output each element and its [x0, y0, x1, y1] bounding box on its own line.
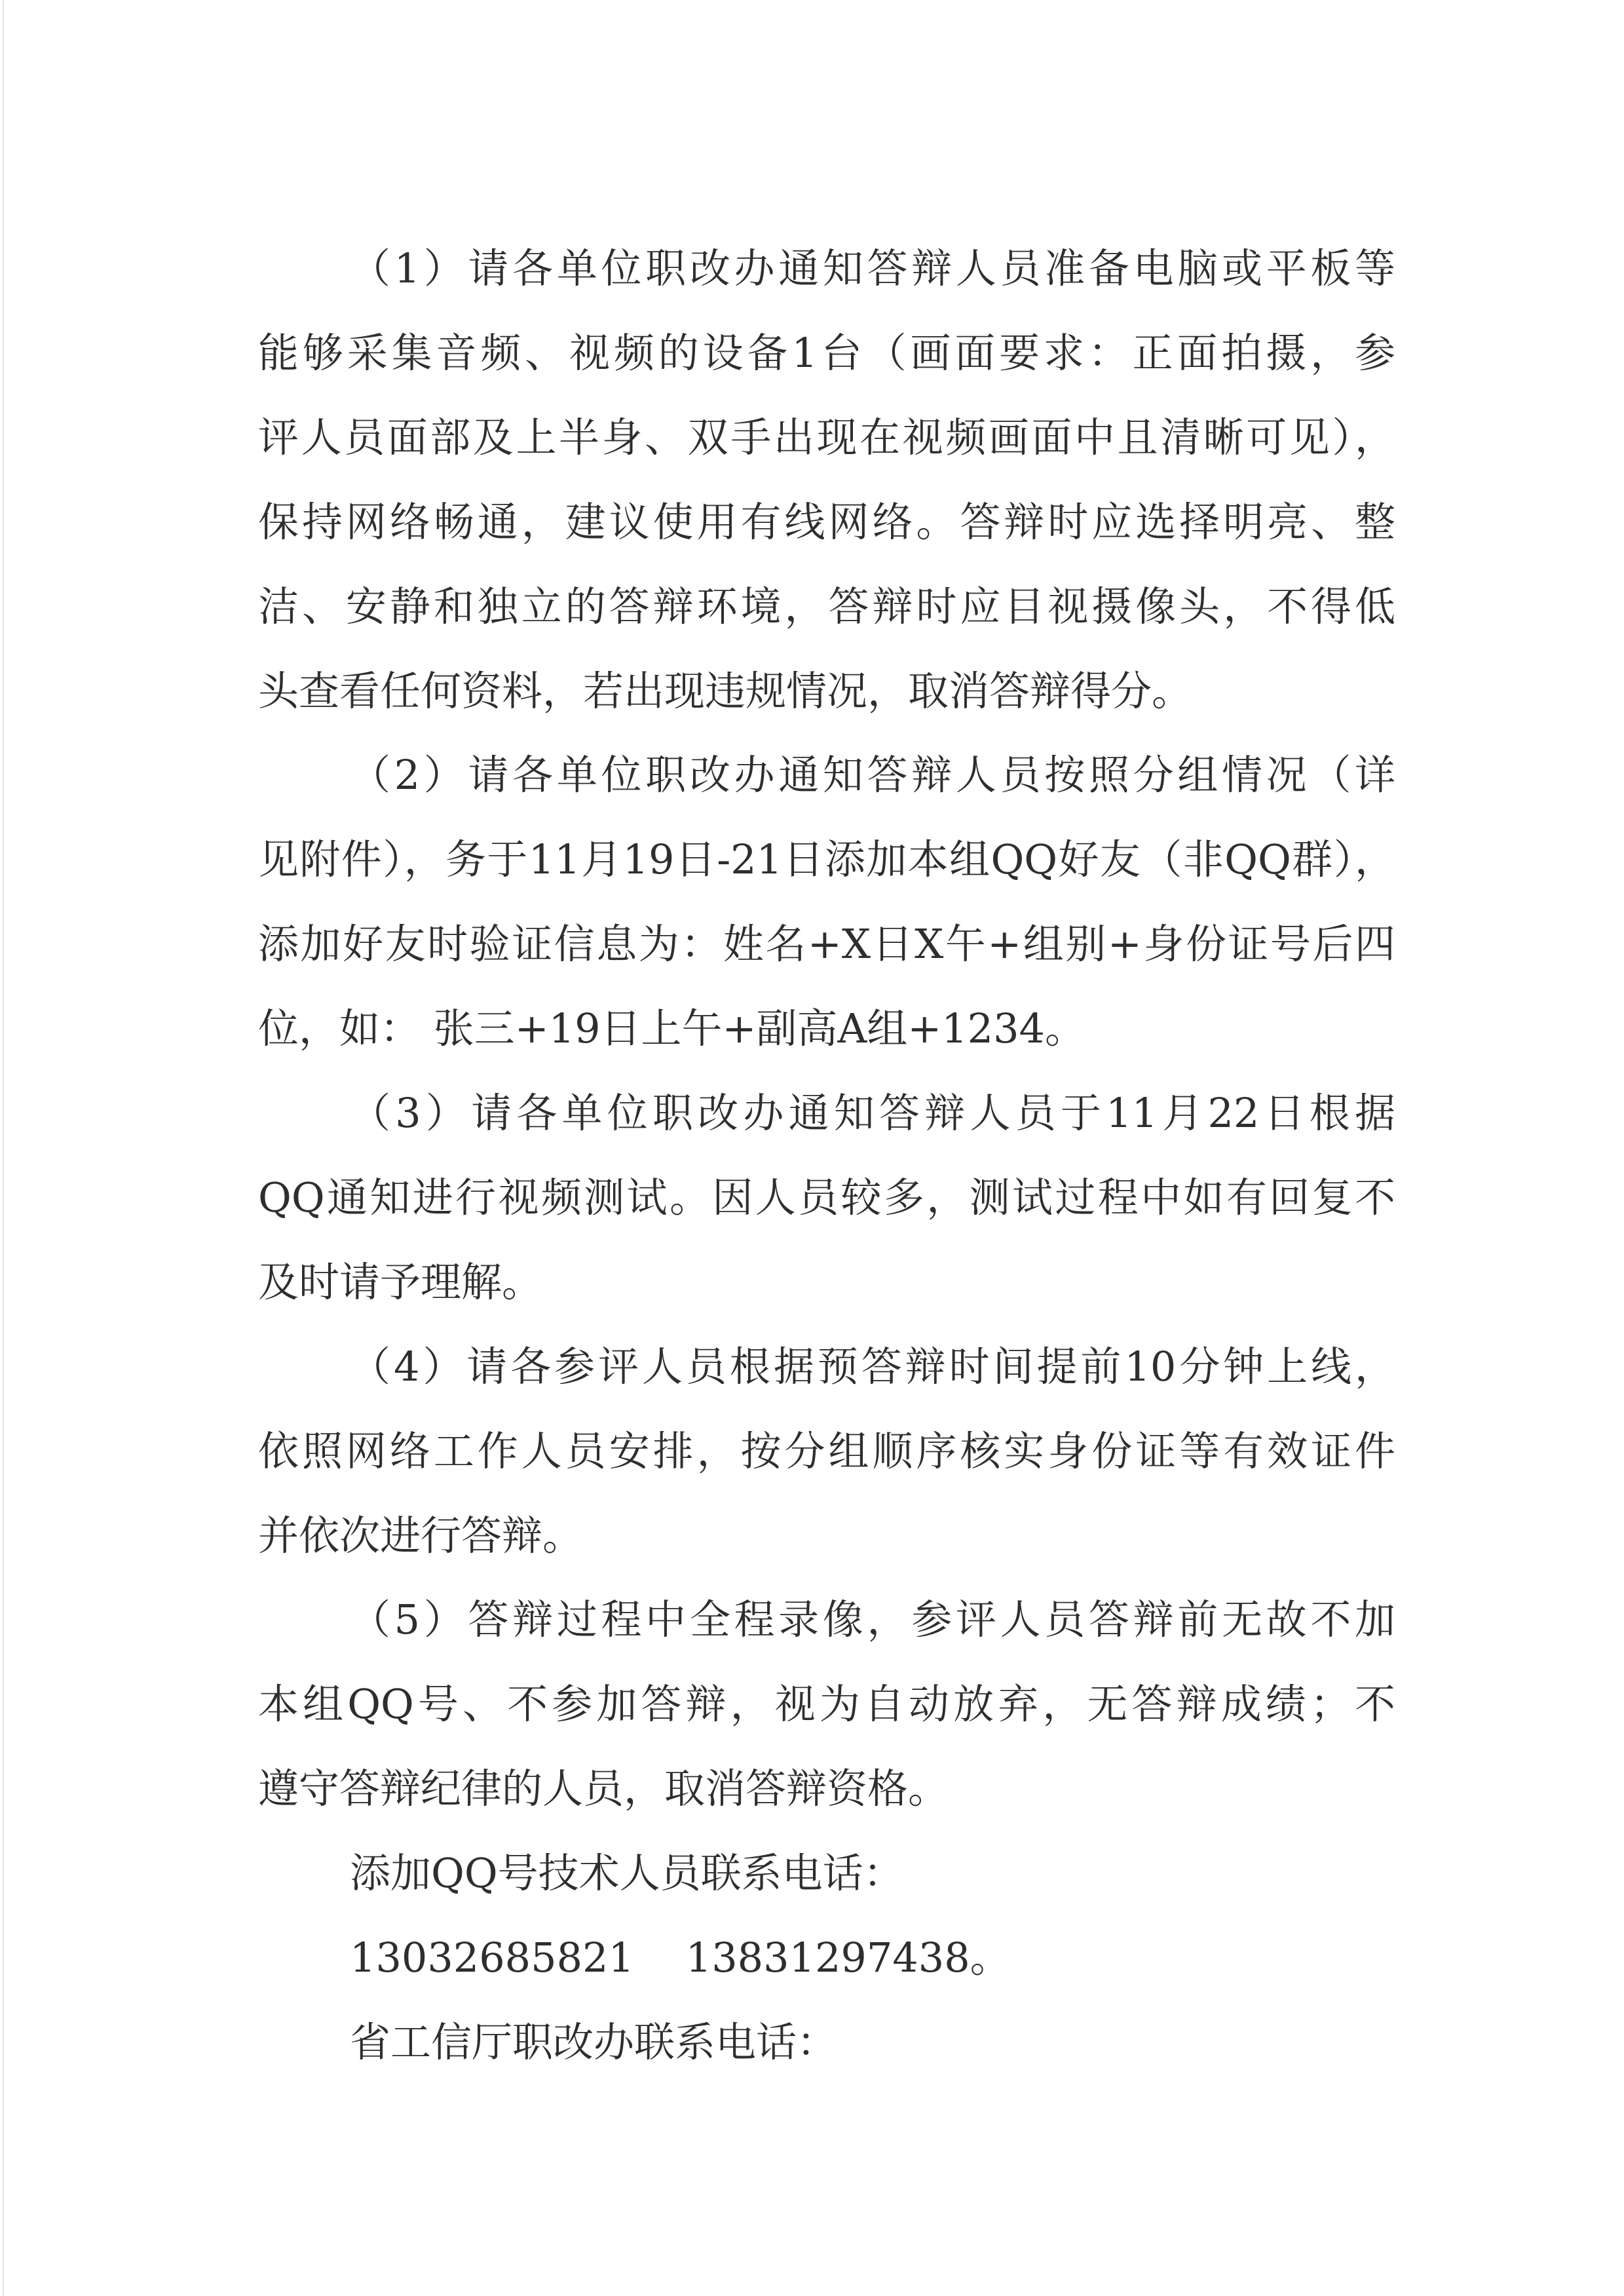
paragraph-line: （5）答辩过程中全程录像，参评人员答辩前无故不加: [350, 1596, 1395, 1644]
paragraph-line: QQ通知进行视频测试。因人员较多，测试过程中如有回复不: [258, 1173, 1395, 1221]
paragraph-line: 见附件），务于11月19日-21日添加本组QQ好友（非QQ群），: [258, 835, 1395, 884]
paragraph-line: 遵守答辩纪律的人员，取消答辩资格。: [258, 1765, 949, 1813]
paragraph-line: 及时请予理解。: [258, 1257, 543, 1306]
paragraph-line: （1）请各单位职改办通知答辩人员准备电脑或平板等: [350, 244, 1395, 292]
tech-contact-phones: 13032685821 13831297438。: [350, 1934, 1011, 1981]
paragraph-line: （2）请各单位职改办通知答辩人员按照分组情况（详: [350, 751, 1395, 799]
scan-edge: [3, 0, 4, 2296]
paragraph-line: 本组QQ号、不参加答辩，视为自动放弃，无答辩成绩；不: [258, 1680, 1395, 1729]
paragraph-line: （3）请各单位职改办通知答辩人员于11月22日根据: [350, 1089, 1395, 1137]
paragraph-line: 保持网络畅通，建议使用有线网络。答辩时应选择明亮、整: [258, 497, 1395, 546]
paragraph-line: 能够采集音频、视频的设备1台（画面要求：正面拍摄，参: [258, 328, 1395, 377]
paragraph-line: 添加好友时验证信息为：姓名+X日X午+组别+身份证号后四: [258, 920, 1395, 968]
paragraph-line: 洁、安静和独立的答辩环境，答辩时应目视摄像头，不得低: [258, 582, 1395, 630]
paragraph-line: 评人员面部及上半身、双手出现在视频画面中且清晰可见），: [258, 413, 1395, 461]
paragraph-line: 并依次进行答辩。: [258, 1511, 584, 1559]
paragraph-line: （4）请各参评人员根据预答辩时间提前10分钟上线，: [350, 1342, 1395, 1390]
paragraph-line: 位，如： 张三+19日上午+副高A组+1234。: [258, 1004, 1086, 1053]
paragraph-line: 依照网络工作人员安排，按分组顺序核实身份证等有效证件: [258, 1426, 1395, 1475]
paragraph-line: 头查看任何资料，若出现违规情况，取消答辩得分。: [258, 666, 1193, 715]
office-contact-label: 省工信厅职改办联系电话：: [350, 2018, 838, 2066]
tech-contact-label: 添加QQ号技术人员联系电话：: [350, 1849, 904, 1898]
